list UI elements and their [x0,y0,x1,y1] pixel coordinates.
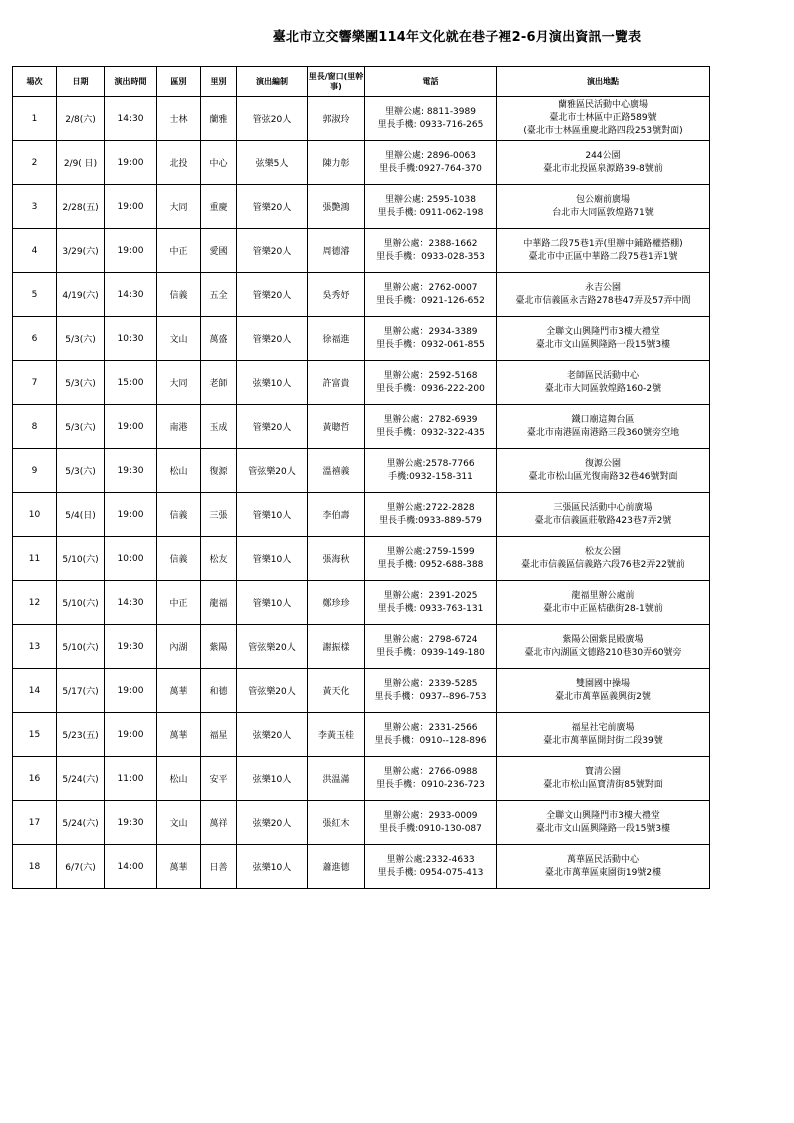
cell-village: 萬祥 [201,801,237,845]
cell-district: 松山 [157,449,201,493]
venue-address: 臺北市信義區信義路六段76巷2弄22號前 [521,559,685,570]
cell-district: 北投 [157,141,201,185]
mobile-phone: 里長手機：0932-322-435 [376,427,485,438]
mobile-phone: 里長手機: 0933-763-131 [377,603,484,614]
venue-address: 臺北市松山區寶清街85號對面 [543,779,663,790]
office-phone: 里辦公處: 2896-0063 [385,150,476,161]
cell-no: 9 [13,449,57,493]
cell-ensemble: 管樂10人 [237,581,308,625]
cell-venue [497,845,710,889]
mobile-phone: 里長手機：0937--896-753 [374,691,487,702]
cell-venue [497,361,710,405]
cell-ensemble: 管弦20人 [237,97,308,141]
table-row [13,141,710,185]
cell-date: 5/3(六) [57,405,105,449]
header-district: 區別 [157,67,201,97]
table-row [13,229,710,273]
cell-no: 10 [13,493,57,537]
cell-phone [365,141,497,185]
cell-ensemble: 管弦樂20人 [237,449,308,493]
cell-time: 15:00 [105,361,157,405]
header-venue: 演出地點 [497,67,710,97]
table-row [13,361,710,405]
venue-name: 寶清公園 [584,766,621,777]
cell-time: 19:30 [105,625,157,669]
venue-name: 中華路二段75巷1弄(里辦中鋪路權搭棚) [523,238,683,249]
cell-district: 文山 [157,317,201,361]
cell-chief: 徐福進 [308,317,365,361]
cell-ensemble: 管樂10人 [237,493,308,537]
venue-address: 臺北市中正區桔礁街28-1號前 [543,603,663,614]
cell-venue [497,669,710,713]
cell-venue [497,97,710,141]
cell-district: 南港 [157,405,201,449]
cell-district: 萬華 [157,669,201,713]
cell-time: 19:00 [105,185,157,229]
cell-time: 10:30 [105,317,157,361]
table-row [13,757,710,801]
venue-name: 蘭雅區民活動中心廣場 [557,100,648,110]
cell-phone [365,757,497,801]
cell-phone [365,185,497,229]
header-chief: 里長/窗口(里幹事) [308,67,365,97]
cell-phone [365,317,497,361]
cell-date: 5/10(六) [57,625,105,669]
cell-chief: 周德濬 [308,229,365,273]
table-row [13,317,710,361]
office-phone: 里辦公處：2933-0009 [383,810,478,821]
cell-chief: 溫禧義 [308,449,365,493]
office-phone: 里辦公處：2592-5168 [383,370,478,381]
table-row [13,625,710,669]
venue-name: 福星社宅前廣場 [571,722,635,733]
cell-chief: 黃聰哲 [308,405,365,449]
venue-name: 復源公園 [584,458,621,469]
venue-address: 臺北市大同區敦煌路160-2號 [544,383,662,394]
cell-time: 10:00 [105,537,157,581]
cell-district: 信義 [157,537,201,581]
mobile-phone: 里長手機: 0933-716-265 [377,119,484,130]
office-phone: 里辦公處: 2595-1038 [385,194,476,205]
cell-no: 18 [13,845,57,889]
mobile-phone: 里長手機：0933-028-353 [376,251,485,262]
cell-date: 3/29(六) [57,229,105,273]
table-row [13,801,710,845]
venue-address: 臺北市士林區中正路589號 [549,113,657,123]
venue-name: 永吉公園 [584,282,621,293]
venue-name: 老師區民活動中心 [566,370,639,381]
cell-ensemble: 管弦樂20人 [237,625,308,669]
cell-time: 19:30 [105,801,157,845]
cell-no: 2 [13,141,57,185]
cell-venue [497,229,710,273]
venue-name: 鐵口廟這舞台區 [571,414,635,425]
cell-ensemble: 弦樂10人 [237,845,308,889]
cell-time: 19:00 [105,713,157,757]
cell-chief: 吳秀妤 [308,273,365,317]
cell-no: 16 [13,757,57,801]
venue-address: 臺北市南港區南港路三段360號旁空地 [526,427,680,438]
venue-address: 臺北市信義區永吉路278巷47弄及57弄中間 [515,295,691,306]
cell-village: 福星 [201,713,237,757]
cell-venue [497,449,710,493]
page-title: 臺北市立交響樂團114年文化就在巷子裡2-6月演出資訊一覽表 [272,30,642,45]
mobile-phone: 手機:0932-158-311 [388,471,473,482]
cell-phone [365,405,497,449]
cell-date: 5/3(六) [57,449,105,493]
cell-no: 8 [13,405,57,449]
cell-phone [365,273,497,317]
office-phone: 里辦公處：2798-6724 [383,634,478,645]
venue-name: 松友公園 [584,546,621,557]
office-phone: 里辦公處：2339-5285 [383,678,478,689]
cell-ensemble: 管樂20人 [237,405,308,449]
mobile-phone: 里長手機: 0954-075-413 [377,867,484,878]
table-row [13,97,710,141]
cell-phone [365,493,497,537]
venue-address: 台北市大同區敦煌路71號 [552,207,654,218]
cell-district: 中正 [157,229,201,273]
cell-time: 14:00 [105,845,157,889]
venue-name: 龍福里辦公處前 [571,590,635,601]
cell-chief: 張紅木 [308,801,365,845]
header-no: 場次 [13,67,57,97]
venue-address: 臺北市松山區光復南路32巷46號對面 [528,471,678,482]
cell-village: 復源 [201,449,237,493]
table-row [13,581,710,625]
cell-ensemble: 管樂10人 [237,537,308,581]
table-row [13,493,710,537]
cell-village: 中心 [201,141,237,185]
cell-ensemble: 弦樂20人 [237,713,308,757]
cell-ensemble: 管樂20人 [237,273,308,317]
cell-time: 19:00 [105,141,157,185]
table-row [13,185,710,229]
table-row [13,845,710,889]
cell-district: 中正 [157,581,201,625]
cell-chief: 洪温滿 [308,757,365,801]
venue-name: 萬華區民活動中心 [566,854,639,865]
header-time: 演出時間 [105,67,157,97]
cell-date: 5/4(日) [57,493,105,537]
cell-no: 15 [13,713,57,757]
cell-village: 龍福 [201,581,237,625]
mobile-phone: 里長手機:0927-764-370 [379,163,482,174]
table-row [13,449,710,493]
cell-village: 玉成 [201,405,237,449]
venue-name: 包公廟前廣場 [575,194,630,205]
cell-phone [365,713,497,757]
venue-address: 臺北市萬華區東園街19號2樓 [544,867,662,878]
cell-time: 19:00 [105,493,157,537]
cell-phone [365,669,497,713]
header-ensemble: 演出編制 [237,67,308,97]
cell-village: 蘭雅 [201,97,237,141]
cell-ensemble: 弦樂5人 [237,141,308,185]
cell-date: 5/24(六) [57,757,105,801]
cell-chief: 陳力彰 [308,141,365,185]
cell-village: 松友 [201,537,237,581]
mobile-phone: 里長手機：0910--128-896 [374,735,487,746]
cell-district: 信義 [157,493,201,537]
cell-no: 12 [13,581,57,625]
cell-venue [497,405,710,449]
cell-chief: 黃天化 [308,669,365,713]
performance-schedule-table [12,66,710,889]
office-phone: 里辦公處:2332-4633 [386,854,475,865]
mobile-phone: 里長手機:0910-130-087 [379,823,482,834]
table-row [13,405,710,449]
cell-chief: 張海秋 [308,537,365,581]
venue-name: 紫陽公園紫昆殿廣場 [562,634,644,645]
cell-district: 萬華 [157,713,201,757]
table-body [13,97,710,889]
cell-ensemble: 弦樂20人 [237,801,308,845]
header-row [13,67,710,97]
cell-phone [365,581,497,625]
cell-date: 2/28(五) [57,185,105,229]
venue-name: 三張區民活動中心前廣場 [553,502,653,513]
cell-phone [365,361,497,405]
venue-address: 臺北市內湖區文德路210巷30弄60號旁 [524,647,682,658]
mobile-phone: 里長手機：0921-126-652 [376,295,485,306]
cell-no: 1 [13,97,57,141]
office-phone: 里辦公處：2331-2566 [383,722,478,733]
office-phone: 里辦公處：2388-1662 [383,238,478,249]
mobile-phone: 里長手機: 0911-062-198 [377,207,484,218]
cell-district: 士林 [157,97,201,141]
cell-district: 大同 [157,361,201,405]
table-header [13,67,710,97]
cell-no: 14 [13,669,57,713]
office-phone: 里辦公處：2391-2025 [383,590,478,601]
cell-phone [365,801,497,845]
cell-village: 紫陽 [201,625,237,669]
venue-name: 全聯文山興隆門市3樓大禮堂 [546,810,660,821]
cell-ensemble: 管弦樂20人 [237,669,308,713]
cell-date: 5/23(五) [57,713,105,757]
cell-time: 19:00 [105,669,157,713]
cell-village: 安平 [201,757,237,801]
table-row [13,273,710,317]
cell-village: 老師 [201,361,237,405]
cell-date: 2/8(六) [57,97,105,141]
cell-chief: 張艷鴻 [308,185,365,229]
office-phone: 里辦公處：2762-0007 [383,282,478,293]
venue-address: 臺北市文山區興隆路一段15號3樓 [535,823,671,834]
cell-chief: 李伯壽 [308,493,365,537]
cell-phone [365,229,497,273]
cell-ensemble: 管樂20人 [237,185,308,229]
cell-time: 11:00 [105,757,157,801]
mobile-phone: 里長手機:0933-889-579 [379,515,482,526]
cell-chief: 謝振樣 [308,625,365,669]
mobile-phone: 里長手機：0939-149-180 [376,647,485,658]
cell-ensemble: 管樂20人 [237,317,308,361]
office-phone: 里辦公處:2759-1599 [386,546,475,557]
cell-chief: 許富貴 [308,361,365,405]
cell-no: 11 [13,537,57,581]
cell-time: 14:30 [105,97,157,141]
cell-venue [497,317,710,361]
office-phone: 里辦公處: 8811-3989 [385,106,476,117]
cell-date: 5/10(六) [57,537,105,581]
mobile-phone: 里長手機: 0952-688-388 [377,559,484,570]
cell-venue [497,185,710,229]
cell-date: 5/17(六) [57,669,105,713]
cell-no: 13 [13,625,57,669]
cell-ensemble: 弦樂10人 [237,757,308,801]
cell-village: 重慶 [201,185,237,229]
cell-district: 內湖 [157,625,201,669]
cell-village: 和德 [201,669,237,713]
venue-address: 臺北市中正區中華路二段75巷1弄1號 [528,251,678,262]
cell-date: 6/7(六) [57,845,105,889]
header-date: 日期 [57,67,105,97]
office-phone: 里辦公處：2934-3389 [383,326,478,337]
cell-date: 5/24(六) [57,801,105,845]
venue-address: 臺北市萬華區義興街2號 [555,691,651,702]
cell-venue [497,625,710,669]
office-phone: 里辦公處：2766-0988 [383,766,478,777]
venue-address: 臺北市萬華區開封街二段39號 [543,735,663,746]
mobile-phone: 里長手機：0932-061-855 [376,339,485,350]
cell-no: 5 [13,273,57,317]
cell-time: 19:00 [105,405,157,449]
cell-village: 三張 [201,493,237,537]
cell-district: 大同 [157,185,201,229]
cell-district: 文山 [157,801,201,845]
cell-no: 17 [13,801,57,845]
venue-name: 全聯文山興隆門市3樓大禮堂 [546,326,660,337]
header-village: 里別 [201,67,237,97]
cell-venue [497,581,710,625]
cell-village: 萬盛 [201,317,237,361]
cell-venue [497,141,710,185]
cell-time: 14:30 [105,581,157,625]
cell-date: 5/10(六) [57,581,105,625]
cell-district: 萬華 [157,845,201,889]
cell-date: 5/3(六) [57,317,105,361]
cell-venue [497,493,710,537]
mobile-phone: 里長手機：0910-236-723 [376,779,485,790]
cell-venue [497,713,710,757]
cell-district: 松山 [157,757,201,801]
table-row [13,669,710,713]
cell-date: 5/3(六) [57,361,105,405]
venue-name: 244公園 [585,150,621,161]
cell-village: 愛國 [201,229,237,273]
cell-chief: 李黃玉桂 [308,713,365,757]
cell-phone [365,449,497,493]
cell-phone [365,845,497,889]
cell-venue [497,537,710,581]
cell-time: 19:30 [105,449,157,493]
header-phone: 電話 [365,67,497,97]
office-phone: 里辦公處：2782-6939 [383,414,478,425]
cell-no: 4 [13,229,57,273]
office-phone: 里辦公處:2578-7766 [386,458,475,469]
cell-no: 7 [13,361,57,405]
cell-no: 3 [13,185,57,229]
cell-ensemble: 管樂20人 [237,229,308,273]
cell-ensemble: 弦樂10人 [237,361,308,405]
cell-venue [497,757,710,801]
cell-time: 19:00 [105,229,157,273]
cell-chief: 蕭進德 [308,845,365,889]
cell-time: 14:30 [105,273,157,317]
cell-date: 4/19(六) [57,273,105,317]
cell-phone [365,537,497,581]
office-phone: 里辦公處:2722-2828 [386,502,475,513]
cell-no: 6 [13,317,57,361]
cell-chief: 郭淑玲 [308,97,365,141]
cell-venue [497,801,710,845]
cell-phone [365,97,497,141]
cell-village: 日善 [201,845,237,889]
cell-venue [497,273,710,317]
cell-district: 信義 [157,273,201,317]
cell-phone [365,625,497,669]
table-row [13,537,710,581]
venue-name: 雙園國中操場 [575,678,630,689]
table-row [13,713,710,757]
venue-note: (臺北市士林區重慶北路四段253號對面) [523,126,683,136]
venue-address: 臺北市北投區泉源路39-8號前 [543,163,663,174]
venue-address: 臺北市信義區莊敬路423巷7弄2號 [534,515,672,526]
mobile-phone: 里長手機：0936-222-200 [376,383,485,394]
cell-date: 2/9( 日) [57,141,105,185]
cell-village: 五全 [201,273,237,317]
cell-chief: 鄭珍珍 [308,581,365,625]
venue-address: 臺北市文山區興隆路一段15號3樓 [535,339,671,350]
